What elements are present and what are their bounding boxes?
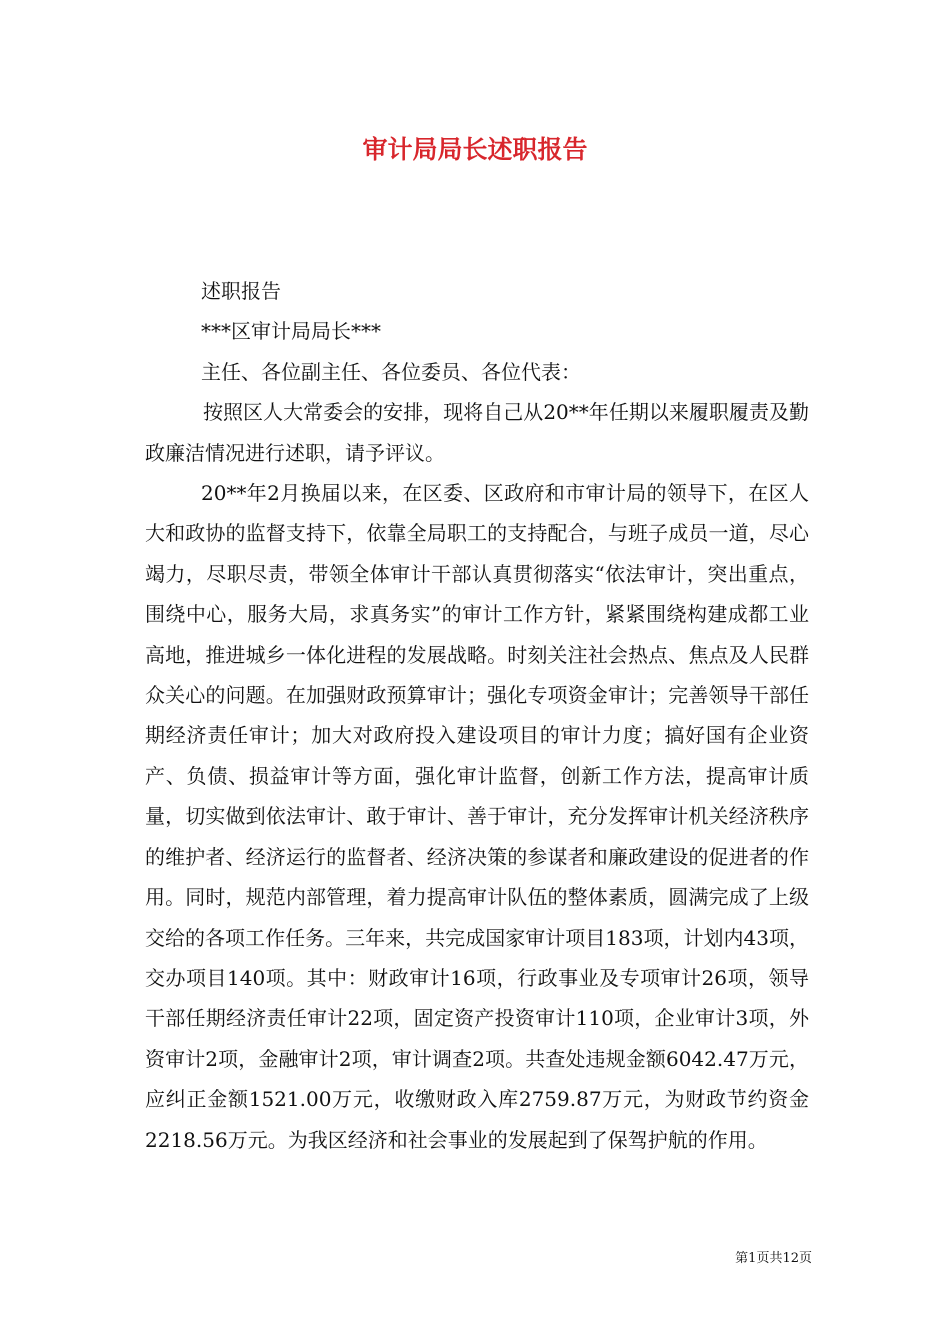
report-author: ***区审计局局长***	[201, 319, 381, 344]
report-body	[145, 271, 809, 1160]
report-intro-paragraph: 按照区人大常委会的安排，现将自己从20**年任期以来履职履责及勤政廉洁情况进行述职，请予评议。	[145, 400, 809, 465]
report-heading: 述职报告	[201, 279, 281, 303]
page-title: 审计局局长述职报告	[362, 135, 588, 164]
report-main-paragraph: 20**年2月换届以来，在区委、区政府和市审计局的领导下，在区人大和政协的监督支持下，依靠全局职工的支持配合，与班子成员一道，尽心竭力，尽职尽责，带领全体审计干部认真贯彻落实“依法审计，突出重点，围绕中心，服务大局，求真务实”的审计工作方针，紧紧围绕构建成都工业高地，推进城乡一体化进程的发展战略。时刻关注社会热点、焦点及人民群众关心的问题。在加强财政预算审计；强化专项资金审计；完善领导干部任期经济责任审计；加大对政府投入建设项目的审计力度；搞好国有企业资产、负债、损益审计等方面，强化审计监督，创新工作方法，提高审计质量，切实做到依法审计、敢于审计、善于审计，充分发挥审计机关经济秩序的维护者、经济运行的监督者、经济决策的参谋者和廉政建设的促进者的作用。同时，规范内部管理，着力提高审计队伍的整体素质，圆满完成了上级交给的各项工作任务。三年来，共完成国家审计项目183项，计划内43项，交办项目140项。其中：财政审计16项，行政事业及专项审计26项，领导干部任期经济责任审计22项，固定资产投资审计110项，企业审计3项，外资审计2项，金融审计2项，审计调查2项。共查处违规金额6042.47万元，应纠正金额1521.00万元，收缴财政入库2759.87万元，为财政节约资金2218.56万元。为我区经济和社会事业的发展起到了保驾护航的作用。	[145, 481, 809, 1152]
page-number: 第1页共12页	[735, 1251, 812, 1266]
report-salutation: 主任、各位副主任、各位委员、各位代表：	[201, 359, 581, 384]
